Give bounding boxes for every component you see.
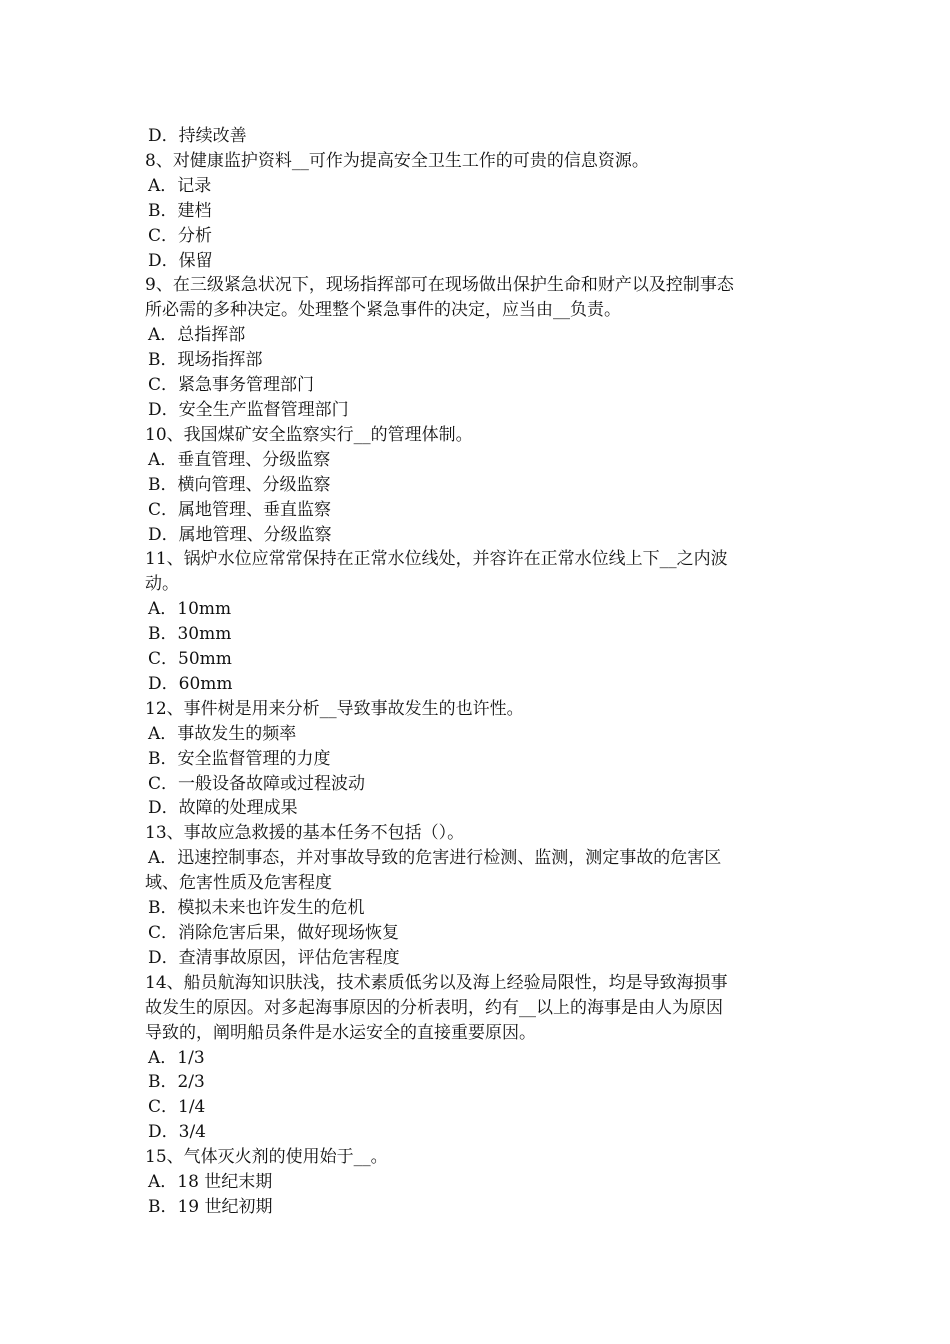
question-text-line: 域、危害性质及危害程度: [145, 873, 332, 894]
answer-option-line: C．属地管理、垂直监察: [148, 499, 332, 520]
answer-option-line: A．迅速控制事态，并对事故导致的危害进行检测、监测，测定事故的危害区: [148, 848, 722, 869]
answer-option-line: A．18 世纪末期: [148, 1172, 273, 1193]
question-text-line: 13、事故应急救援的基本任务不包括（）。: [145, 823, 465, 844]
question-text-line: 所必需的多种决定。处理整个紧急事件的决定，应当由__负责。: [145, 300, 621, 321]
answer-option-line: D．60mm: [148, 673, 233, 694]
answer-option-line: D．属地管理、分级监察: [148, 524, 332, 545]
answer-option-line: C．1/4: [148, 1097, 206, 1118]
question-text-line: 动。: [145, 574, 179, 595]
answer-option-line: C．一般设备故障或过程波动: [148, 773, 366, 794]
question-text-line: 11、锅炉水位应常常保持在正常水位线处，并容许在正常水位线上下__之内波: [145, 549, 728, 570]
answer-option-line: A．1/3: [148, 1047, 205, 1068]
answer-option-line: B．安全监督管理的力度: [148, 748, 331, 769]
answer-option-line: C．50mm: [148, 649, 232, 670]
question-text-line: 12、事件树是用来分析__导致事故发生的也许性。: [145, 698, 524, 719]
answer-option-line: B．横向管理、分级监察: [148, 474, 331, 495]
answer-option-line: B．2/3: [148, 1072, 205, 1093]
answer-option-line: A．10mm: [148, 599, 232, 620]
question-text-line: 14、船员航海知识肤浅，技术素质低劣以及海上经验局限性，均是导致海损事: [145, 972, 728, 993]
answer-option-line: A．事故发生的频率: [148, 723, 297, 744]
question-text-line: 9、在三级紧急状况下，现场指挥部可在现场做出保护生命和财产以及控制事态: [145, 275, 734, 296]
question-text-line: 15、气体灭火剂的使用始于__。: [145, 1147, 388, 1168]
answer-option-line: D．持续改善: [148, 126, 247, 146]
answer-option-line: B．模拟未来也许发生的危机: [148, 898, 365, 919]
answer-option-line: C．消除危害后果，做好现场恢复: [148, 923, 400, 943]
question-text-line: 10、我国煤矿安全监察实行__的管理体制。: [145, 424, 473, 445]
answer-option-line: D．安全生产监督管理部门: [148, 399, 349, 420]
answer-option-line: A．垂直管理、分级监察: [148, 449, 331, 470]
document-page: [145, 124, 815, 1220]
question-text-line: 8、对健康监护资料__可作为提高安全卫生工作的可贵的信息资源。: [145, 150, 649, 171]
answer-option-line: D．3/4: [148, 1122, 206, 1143]
answer-option-line: A．记录: [148, 175, 212, 196]
answer-option-line: D．查清事故原因，评估危害程度: [148, 947, 400, 968]
answer-option-line: D．故障的处理成果: [148, 798, 298, 819]
answer-option-line: B．30mm: [148, 624, 232, 645]
answer-option-line: B．建档: [148, 200, 212, 221]
question-text-line: 导致的，阐明船员条件是水运安全的直接重要原因。: [145, 1022, 536, 1043]
question-text-line: 故发生的原因。对多起海事原因的分析表明，约有__以上的海事是由人为原因: [145, 997, 723, 1018]
answer-option-line: B．现场指挥部: [148, 350, 263, 371]
answer-option-line: C．紧急事务管理部门: [148, 375, 315, 396]
answer-option-line: B．19 世纪初期: [148, 1196, 273, 1217]
answer-option-line: D．保留: [148, 250, 213, 271]
answer-option-line: A．总指挥部: [148, 325, 246, 346]
answer-option-line: C．分析: [148, 225, 213, 246]
